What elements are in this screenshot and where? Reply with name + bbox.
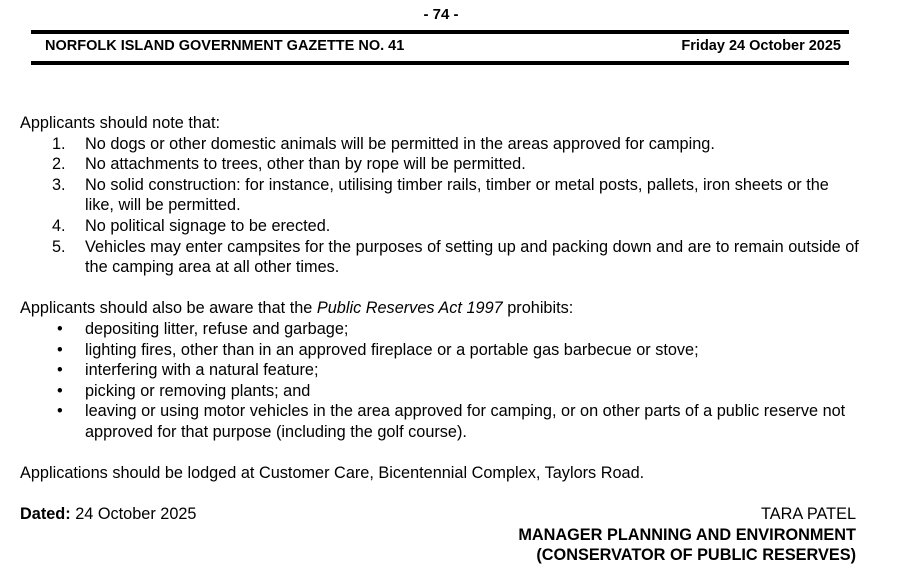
page-number: - 74 -: [423, 6, 459, 23]
item-text: depositing litter, refuse and garbage;: [85, 319, 349, 338]
item-number: 5.: [52, 237, 66, 256]
item-text: leaving or using motor vehicles in the area approved for camping, or on other parts of a public reserve not approved for that purpose (including the golf course).: [85, 402, 846, 441]
header-top-rule: [31, 30, 849, 34]
item-text: picking or removing plants; and: [85, 381, 311, 400]
act-name: Public Reserves Act 1997: [316, 299, 503, 318]
bullet-icon: •: [57, 381, 63, 400]
item-number: 4.: [52, 216, 66, 235]
signoff-block: [20, 504, 860, 566]
item-number: 3.: [52, 175, 66, 194]
dated-value: 24 October 2025: [70, 505, 197, 524]
list-item: [20, 237, 860, 278]
item-text: interfering with a natural feature;: [85, 361, 319, 380]
list-item: [20, 319, 860, 340]
list-item: [20, 175, 860, 216]
lodging-instructions: Applications should be lodged at Customer Care, Bicentennial Complex, Taylors Road.: [20, 464, 645, 483]
header-bottom-rule: [31, 61, 849, 65]
notes-intro: Applicants should note that:: [20, 114, 221, 132]
list-item: [20, 340, 860, 361]
act-intro-after: prohibits:: [502, 299, 574, 318]
paragraph-gap: [20, 278, 860, 299]
paragraph-gap: [20, 443, 860, 464]
item-text: No attachments to trees, other than by rope will be permitted.: [85, 155, 526, 174]
prohibitions-list: [20, 319, 860, 443]
act-intro: [20, 298, 860, 319]
signatory-name: TARA PATEL: [761, 505, 856, 524]
list-item: [20, 401, 860, 442]
item-text: No political signage to be erected.: [85, 216, 331, 235]
bullet-icon: •: [57, 361, 63, 380]
notice-body: [20, 113, 860, 566]
act-intro-before: Applicants should also be aware that the: [20, 299, 317, 318]
item-text: Vehicles may enter campsites for the purposes of setting up and packing down and are to remain outside of the camping area at all other times.: [85, 237, 859, 277]
paragraph-gap: [20, 484, 860, 505]
item-number: 2.: [52, 155, 66, 174]
conditions-list: [20, 134, 860, 278]
gazette-title: NORFOLK ISLAND GOVERNMENT GAZETTE NO. 41: [45, 38, 405, 54]
bullet-icon: •: [57, 402, 63, 421]
gazette-date: Friday 24 October 2025: [681, 38, 841, 54]
bullet-icon: •: [57, 340, 63, 359]
signatory-role: (CONSERVATOR OF PUBLIC RESERVES): [536, 546, 856, 565]
list-item: [20, 216, 860, 237]
dated-line: [20, 504, 197, 525]
list-item: [20, 154, 860, 175]
list-item: [20, 134, 860, 155]
signatory: [518, 504, 860, 566]
list-item: [20, 381, 860, 402]
list-item: [20, 360, 860, 381]
signatory-title: MANAGER PLANNING AND ENVIRONMENT: [518, 525, 856, 544]
bullet-icon: •: [57, 319, 63, 338]
gazette-header: [45, 38, 841, 54]
dated-label: Dated:: [20, 505, 71, 524]
item-text: No solid construction: for instance, utilising timber rails, timber or metal posts, pallets, iron sheets or the like, will be permitted.: [85, 175, 829, 215]
item-text: lighting fires, other than in an approved fireplace or a portable gas barbecue or stove;: [85, 340, 699, 359]
item-text: No dogs or other domestic animals will be permitted in the areas approved for camping.: [85, 134, 715, 153]
item-number: 1.: [52, 134, 66, 153]
